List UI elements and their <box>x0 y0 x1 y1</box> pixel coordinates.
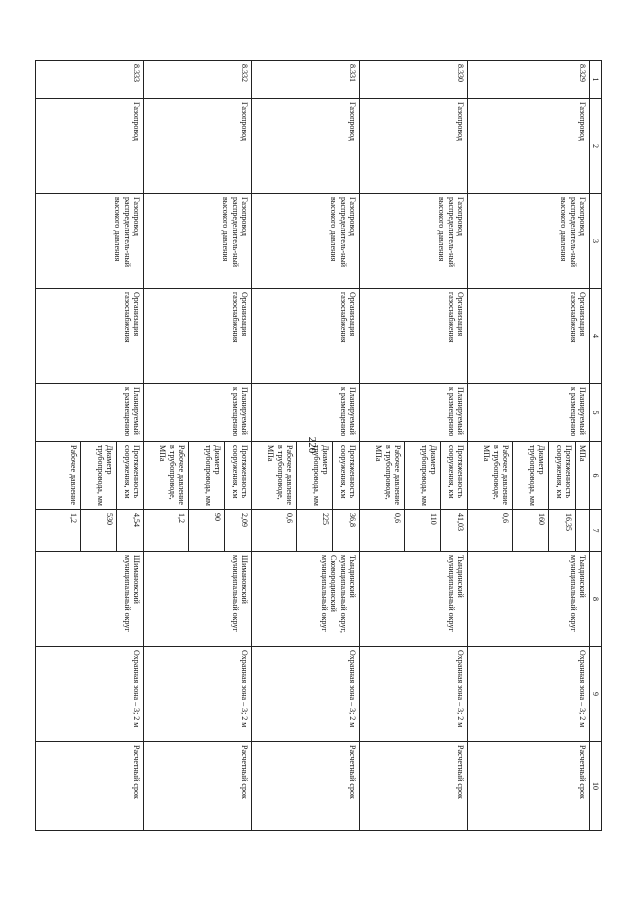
cell-status: Планируемый к размещению <box>143 384 251 442</box>
cell-param-labels <box>143 442 251 510</box>
cell-zone: Охранная зона – 3; 2 м <box>359 647 467 742</box>
table-row <box>251 61 359 831</box>
cell-type: Газопровод распределитель-ный высокого давления <box>251 194 359 289</box>
cell-location: Шимановский муниципальный округ <box>143 552 251 647</box>
cell-purpose: Организация газоснабжения <box>143 289 251 384</box>
param-label: Протяженность сооружения, км <box>332 442 359 509</box>
param-label: Рабочее давление в трубопроводе, МПа <box>374 445 402 505</box>
cell-status: Планируемый к размещению <box>251 384 359 442</box>
cell-purpose: Организация газоснабжения <box>251 289 359 384</box>
param-label: Протяженность сооружения, км <box>116 442 143 509</box>
col-header-2: 2 <box>589 99 601 194</box>
cell-param-labels <box>35 442 143 510</box>
cell-purpose: Организация газоснабжения <box>359 289 467 384</box>
param-label: Рабочее давление в трубопроводе, МПа <box>266 445 294 505</box>
col-header-7: 7 <box>589 510 601 552</box>
cell-purpose: Организация газоснабжения <box>35 289 143 384</box>
param-value: 530 <box>80 510 116 551</box>
param-label: Диаметр трубопровода, мм <box>404 442 440 509</box>
cell-location: Тындинский муниципальный округ, Сковородинский муниципальный округ <box>251 552 359 647</box>
col-header-4: 4 <box>589 289 601 384</box>
cell-status: Планируемый к размещению <box>359 384 467 442</box>
col-header-9: 9 <box>589 647 601 742</box>
cell-location: Тындинский муниципальный округ <box>467 552 589 647</box>
cell-number: 8.330 <box>359 61 467 99</box>
cell-status: Планируемый к размещению <box>35 384 143 442</box>
cell-term: Расчетный срок <box>467 742 589 831</box>
cell-param-labels <box>251 442 359 510</box>
cell-param-values <box>251 510 359 552</box>
table-body <box>35 61 589 831</box>
cell-zone: Охранная зона – 3; 2 м <box>35 647 143 742</box>
param-label: Протяженность сооружения, км <box>440 442 467 509</box>
param-value: 0,6 <box>284 513 294 523</box>
param-value: 0,6 <box>500 513 510 523</box>
cell-zone: Охранная зона – 3; 2 м <box>467 647 589 742</box>
param-value: 41,03 <box>440 510 467 551</box>
cell-param-labels <box>359 442 467 510</box>
col-header-5: 5 <box>589 384 601 442</box>
rotated-table-wrapper <box>68 60 602 830</box>
col-header-6: 6 <box>589 442 601 510</box>
param-label: Диаметр трубопровода, мм <box>512 442 548 509</box>
cell-location: Тындинский муниципальный округ <box>359 552 467 647</box>
cell-param-values <box>359 510 467 552</box>
cell-zone: Охранная зона – 3; 2 м <box>143 647 251 742</box>
cell-type: Газопровод распределитель-ный высокого давления <box>143 194 251 289</box>
param-label: Диаметр трубопровода, мм <box>80 442 116 509</box>
cell-location: Шимановский муниципальный округ <box>35 552 143 647</box>
param-value: 160 <box>512 510 548 551</box>
cell-param-values <box>467 510 589 552</box>
table-row <box>35 61 143 831</box>
cell-term: Расчетный срок <box>251 742 359 831</box>
param-label: Диаметр трубопровода, мм <box>296 442 332 509</box>
cell-param-values <box>143 510 251 552</box>
cell-name: Газопровод <box>143 99 251 194</box>
param-value: 1,2 <box>176 513 186 523</box>
param-value: 4,54 <box>116 510 143 551</box>
page-number: 220 <box>306 436 318 454</box>
param-label: Протяженность сооружения, км <box>224 442 251 509</box>
cell-purpose: Организация газоснабжения <box>467 289 589 384</box>
cell-number: 8.331 <box>251 61 359 99</box>
param-value: 1,2 <box>68 513 78 523</box>
param-value: 2,09 <box>224 510 251 551</box>
cell-number: 8.332 <box>143 61 251 99</box>
table-row <box>143 61 251 831</box>
param-value: 16,35 <box>548 510 575 551</box>
cell-type: Газопровод распределитель-ный высокого давления <box>359 194 467 289</box>
cell-type: Газопровод распределитель-ный высокого давления <box>467 194 589 289</box>
cell-param-values <box>35 510 143 552</box>
col-header-1: 1 <box>589 61 601 99</box>
param-value: 0,6 <box>392 513 402 523</box>
cell-name: Газопровод <box>359 99 467 194</box>
col-header-3: 3 <box>589 194 601 289</box>
cell-number: 8.333 <box>35 61 143 99</box>
header-row <box>589 61 601 831</box>
table-row <box>467 61 589 831</box>
param-value: 36,8 <box>332 510 359 551</box>
param-label: Рабочее давление в трубопроводе, МПа <box>158 445 186 505</box>
col-header-10: 10 <box>589 742 601 831</box>
cell-term: Расчетный срок <box>143 742 251 831</box>
col-header-8: 8 <box>589 552 601 647</box>
cell-status: Планируемый к размещению <box>467 384 589 442</box>
cell-term: Расчетный срок <box>359 742 467 831</box>
table-row <box>359 61 467 831</box>
cell-name: Газопровод <box>35 99 143 194</box>
param-value: 90 <box>188 510 224 551</box>
param-label: Диаметр трубопровода, мм <box>188 442 224 509</box>
cell-number: 8.329 <box>467 61 589 99</box>
objects-table <box>35 60 602 831</box>
param-label: Рабочее давление <box>68 445 78 505</box>
cell-term: Расчетный срок <box>35 742 143 831</box>
param-label: Протяженность сооружения, км <box>548 442 575 509</box>
param-value: 225 <box>296 510 332 551</box>
cell-zone: Охранная зона – 3; 2 м <box>251 647 359 742</box>
param-value: 110 <box>404 510 440 551</box>
cell-name: Газопровод <box>251 99 359 194</box>
cell-type: Газопровод распределитель-ный высокого давления <box>35 194 143 289</box>
continued-unit-blank <box>575 510 589 551</box>
cell-name: Газопровод <box>467 99 589 194</box>
param-label: Рабочее давление в трубопроводе, МПа <box>482 445 510 505</box>
continued-unit: МПа <box>575 442 589 509</box>
cell-param-labels <box>467 442 589 510</box>
